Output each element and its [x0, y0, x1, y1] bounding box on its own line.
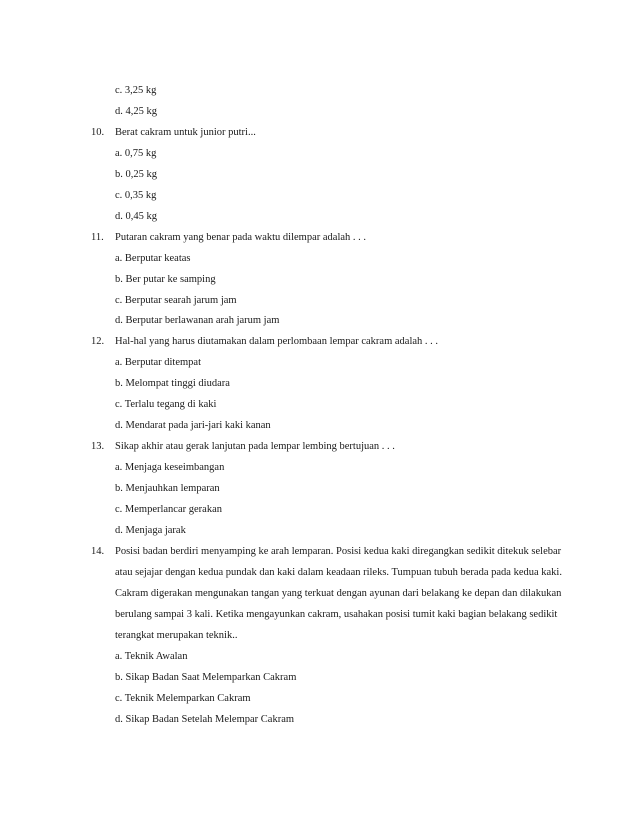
- question-number: 13.: [91, 441, 105, 452]
- question-text: Sikap akhir atau gerak lanjutan pada lempar lembing bertujuan . . .: [115, 441, 395, 452]
- text-line: d. Menjaga jarak: [115, 525, 186, 536]
- text-line: a. Berputar ditempat: [115, 357, 202, 368]
- text-line: c. 0,35 kg: [115, 190, 157, 201]
- text-line: b. 0,25 kg: [115, 169, 157, 180]
- text-line: c. Terlalu tegang di kaki: [115, 399, 217, 410]
- text-line: d. Mendarat pada jari-jari kaki kanan: [115, 420, 271, 431]
- question-text: Berat cakram untuk junior putri...: [115, 127, 256, 138]
- text-line: b. Ber putar ke samping: [115, 274, 216, 285]
- text-line: a. Berputar keatas: [115, 253, 191, 264]
- question-number: 11.: [91, 232, 104, 243]
- text-line: c. Teknik Melemparkan Cakram: [115, 693, 251, 704]
- text-line: berulang sampai 3 kali. Ketika mengayunkan cakram, usahakan posisi tumit kaki bagian belakang sedikit: [115, 609, 558, 620]
- text-line: b. Melompat tinggi diudara: [115, 378, 230, 389]
- text-line: d. Sikap Badan Setelah Melempar Cakram: [115, 714, 295, 725]
- text-line: c. Berputar searah jarum jam: [115, 295, 237, 306]
- text-line: b. Menjauhkan lemparan: [115, 483, 220, 494]
- question-text: Putaran cakram yang benar pada waktu dilempar adalah . . .: [115, 232, 367, 243]
- text-line: d. Berputar berlawanan arah jarum jam: [115, 315, 280, 326]
- text-line: Cakram digerakan mengunakan tangan yang terkuat dengan ayunan dari belakang ke depan dan dilakukan: [115, 588, 562, 599]
- text-line: a. 0,75 kg: [115, 148, 157, 159]
- question-number: 14.: [91, 546, 105, 557]
- text-line: d. 0,45 kg: [115, 211, 157, 222]
- question-number: 12.: [91, 336, 105, 347]
- text-line: c. 3,25 kg: [115, 85, 157, 96]
- text-line: terangkat merupakan teknik..: [115, 630, 238, 641]
- text-line: d. 4,25 kg: [115, 106, 157, 117]
- text-line: atau sejajar dengan kedua pundak dan kaki dalam keadaan rileks. Tumpuan tubuh berada pada kedua kaki.: [115, 567, 562, 578]
- question-text: Posisi badan berdiri menyamping ke arah lemparan. Posisi kedua kaki diregangkan sedikit ditekuk selebar: [115, 546, 562, 557]
- text-line: b. Sikap Badan Saat Melemparkan Cakram: [115, 672, 297, 683]
- text-line: a. Teknik Awalan: [115, 651, 188, 662]
- question-number: 10.: [91, 127, 105, 138]
- question-text: Hal-hal yang harus diutamakan dalam perlombaan lempar cakram adalah . . .: [115, 336, 439, 347]
- text-line: c. Memperlancar gerakan: [115, 504, 222, 515]
- text-line: a. Menjaga keseimbangan: [115, 462, 225, 473]
